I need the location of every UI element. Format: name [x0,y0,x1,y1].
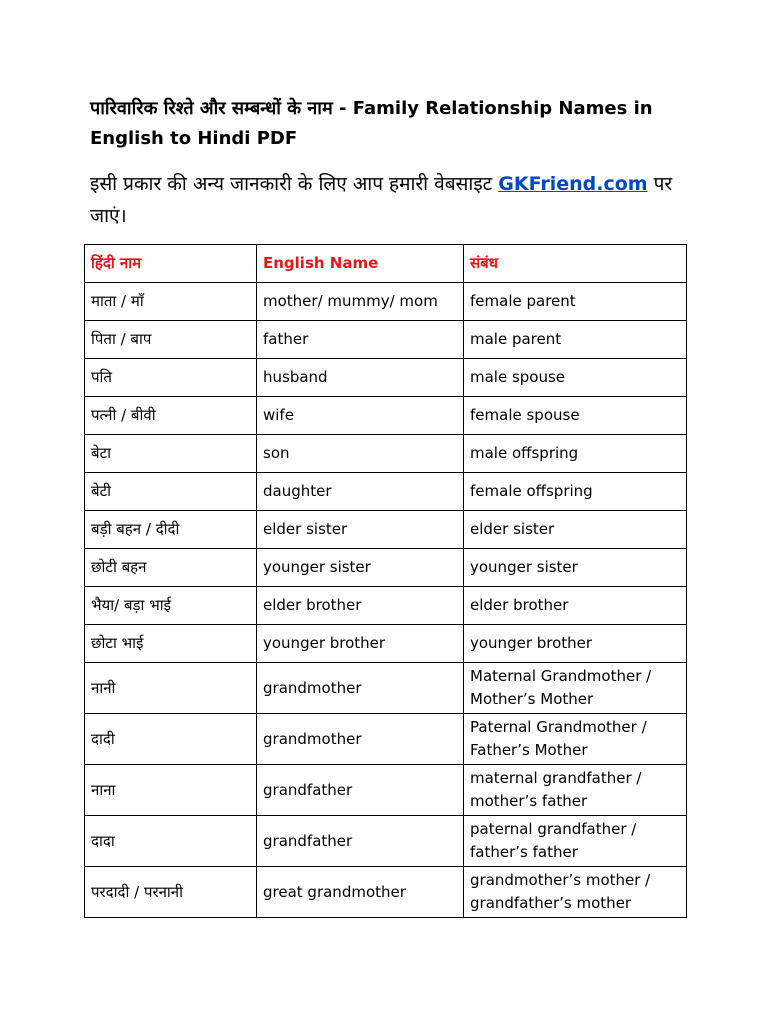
cell-relation: female spouse [464,397,687,435]
cell-hindi: दादी [85,714,257,765]
cell-english: grandfather [257,816,464,867]
cell-relation: male parent [464,321,687,359]
table-header-row [85,245,687,283]
cell-english: grandmother [257,714,464,765]
cell-relation [464,663,687,714]
table-row [85,587,687,625]
cell-relation: elder brother [464,587,687,625]
cell-hindi: पिता / बाप [85,321,257,359]
cell-relation: female parent [464,283,687,321]
cell-hindi: परदादी / परनानी [85,867,257,918]
cell-english: mother/ mummy/ mom [257,283,464,321]
relation-line-2: father’s father [470,843,578,861]
table-row [85,765,687,816]
relation-line-2: Father’s Mother [470,741,588,759]
cell-hindi: दादा [85,816,257,867]
relation-line-1: grandmother’s mother / [470,871,651,889]
table-row [85,359,687,397]
cell-relation [464,714,687,765]
table-row [85,435,687,473]
cell-english: grandfather [257,765,464,816]
relation-line-2: grandfather’s mother [470,894,632,912]
table-row [85,283,687,321]
cell-hindi: नानी [85,663,257,714]
cell-hindi: बड़ी बहन / दीदी [85,511,257,549]
cell-english: husband [257,359,464,397]
cell-hindi: बेटी [85,473,257,511]
intro-paragraph [90,168,710,232]
relationship-table [84,244,687,918]
table-row [85,321,687,359]
cell-english: son [257,435,464,473]
title-hindi: पारिवारिक रिश्ते और सम्बन्धों के नाम [90,98,333,119]
table-row [85,397,687,435]
cell-english: elder sister [257,511,464,549]
cell-relation: male offspring [464,435,687,473]
cell-english: elder brother [257,587,464,625]
table-row [85,714,687,765]
cell-hindi: पति [85,359,257,397]
relation-line-2: Mother’s Mother [470,690,594,708]
cell-hindi: पत्नी / बीवी [85,397,257,435]
cell-relation [464,816,687,867]
title-separator: - [332,98,353,119]
intro-text: इसी प्रकार की अन्य जानकारी के लिए आप हमारी वेबसाइट [90,173,499,195]
cell-hindi: माता / माँ [85,283,257,321]
cell-english: younger brother [257,625,464,663]
page-title [90,94,710,154]
cell-relation: younger sister [464,549,687,587]
cell-relation [464,765,687,816]
cell-hindi: भैया/ बड़ा भाई [85,587,257,625]
header-english-name: English Name [257,245,464,283]
cell-english: wife [257,397,464,435]
relation-line-1: Paternal Grandmother / [470,718,647,736]
cell-hindi: छोटा भाई [85,625,257,663]
cell-relation: elder sister [464,511,687,549]
table-row [85,663,687,714]
table-row [85,549,687,587]
relation-line-1: Maternal Grandmother / [470,667,652,685]
table-row [85,473,687,511]
relation-line-1: maternal grandfather / [470,769,642,787]
cell-english: younger sister [257,549,464,587]
cell-hindi: नाना [85,765,257,816]
cell-relation: male spouse [464,359,687,397]
cell-english: grandmother [257,663,464,714]
cell-relation: female offspring [464,473,687,511]
relation-line-1: paternal grandfather / [470,820,637,838]
cell-english: daughter [257,473,464,511]
title-english: Family Relationship Names in English to Hindi PDF [90,98,653,149]
table-row [85,867,687,918]
table-row [85,625,687,663]
relation-line-2: mother’s father [470,792,588,810]
website-link[interactable]: GKFriend.com [498,173,648,195]
cell-hindi: छोटी बहन [85,549,257,587]
table-row [85,816,687,867]
cell-english: great grandmother [257,867,464,918]
header-relation: संबंध [464,245,687,283]
table-row [85,511,687,549]
cell-english: father [257,321,464,359]
cell-hindi: बेटा [85,435,257,473]
header-hindi-name: हिंदी नाम [85,245,257,283]
cell-relation: younger brother [464,625,687,663]
intro-suffix: पर जाएं। [90,173,673,227]
cell-relation [464,867,687,918]
